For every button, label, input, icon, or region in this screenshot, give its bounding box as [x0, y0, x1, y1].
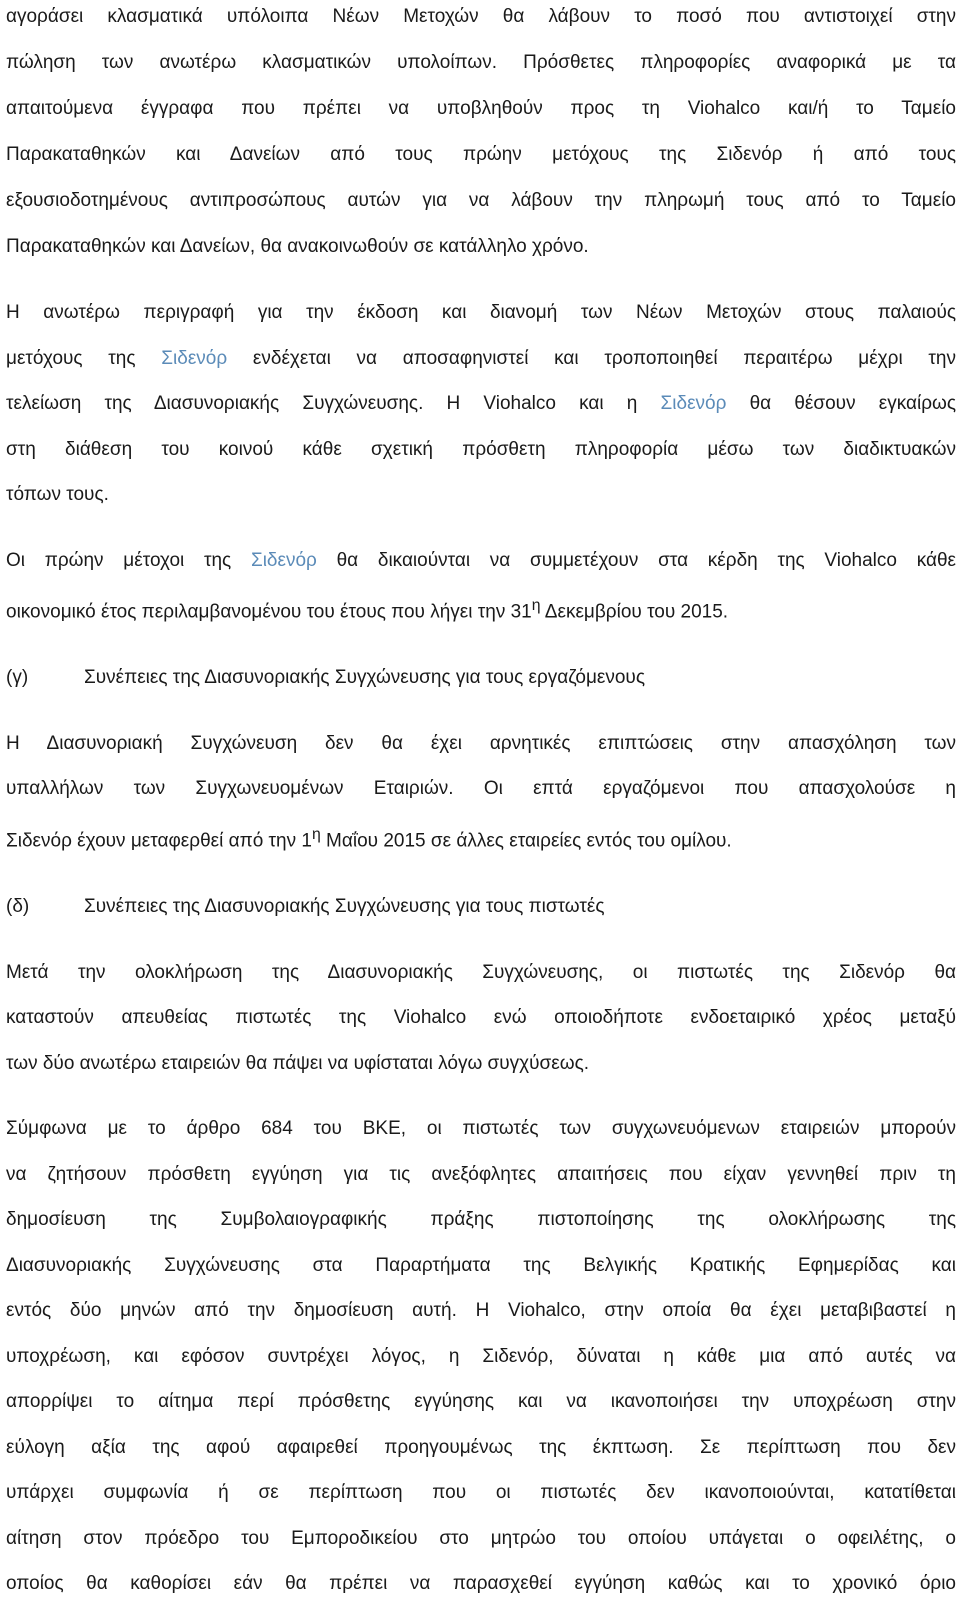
paragraph-gap [6, 930, 956, 950]
text-line: των δύο ανωτέρω εταιρειών θα πάψει να υφίσταται λόγω συγχύσεως. [6, 1052, 590, 1074]
section-title: Συνέπειες της Διασυνοριακής Συγχώνευσης για τους εργαζόμενους [84, 666, 645, 688]
document-page [6, 0, 956, 1607]
text-line: οποίος θα καθορίσει εάν θα πρέπει να παρασχεθεί εγγύηση καθώς και το χρονικό όριο [6, 1573, 956, 1595]
paragraph-fractional-remainders [6, 0, 956, 270]
company-name-highlight: Σιδενόρ [161, 347, 228, 369]
section-heading-employees [6, 655, 956, 701]
paragraph-gap [6, 270, 956, 290]
text-line: πώληση των ανωτέρω κλασματικών υπολοίπων. Πρόσθετες πληροφορίες αναφορικά με τα [6, 52, 956, 73]
text-line: τόπων τους. [6, 484, 109, 505]
text-line: Μετά την ολοκλήρωση της Διασυνοριακής Συγχώνευσης, οι πιστωτές της Σιδενόρ θα [6, 961, 956, 983]
paragraph-gap [6, 518, 956, 538]
text-line: στη διάθεση του κοινού κάθε σχετική πρόσθετη πληροφορία μέσω των διαδικτυακών [6, 438, 956, 460]
text-line: εντός δύο μηνών από την δημοσίευση αυτή. Η Viohalco, στην οποία θα έχει μεταβιβαστεί η [6, 1300, 956, 1322]
text-line: οικονομικό έτος περιλαμβανομένου του έτους που λήγει την $31^\eta$ Δεκεμβρίου του 2015. [6, 597, 729, 623]
paragraph-profit-participation [6, 538, 956, 635]
text-line: Η ανωτέρω περιγραφή για την έκδοση και διανομή των Νέων Μετοχών στους παλαιούς [6, 302, 956, 323]
company-name-highlight: Σιδενόρ [250, 549, 317, 571]
paragraph-issuance-description [6, 290, 956, 518]
section-number: (δ) [6, 895, 30, 917]
text-line: δημοσίευση της Συμβολαιογραφικής πράξης πιστοποίησης της ολοκλήρωσης της [6, 1209, 956, 1231]
paragraph-gap [6, 864, 956, 884]
paragraph-gap [6, 701, 956, 721]
text-line: υποχρέωση, και εφόσον συντρέχει λόγος, η Σιδενόρ, δύναται η κάθε μια από αυτές να [6, 1345, 956, 1367]
text-line: Παρακαταθηκών και Δανείων από τους πρώην μετόχους της Σιδενόρ ή από τους [6, 144, 956, 165]
text-line: αίτηση στον πρόεδρο του Εμποροδικείου στο μητρώο του οποίου υπάγεται ο οφειλέτης, ο [6, 1527, 956, 1549]
paragraph-employees [6, 721, 956, 864]
company-name-highlight: Σιδενόρ [660, 393, 727, 414]
text-line: καταστούν απευθείας πιστωτές της Viohalco ενώ οποιοδήποτε ενδοεταιρικό χρέος μεταξύ [6, 1007, 956, 1029]
text-line: υπαλλήλων των Συγχωνευομένων Εταιριών. Οι επτά εργαζόμενοι που απασχολούσε η [6, 778, 956, 800]
text-line: Σύμφωνα με το άρθρο 684 του ΒΚΕ, οι πιστωτές των συγχωνευόμενων εταιρειών μπορούν [6, 1118, 956, 1140]
paragraph-gap [6, 635, 956, 655]
text-line: εύλογη αξία της αφού αφαιρεθεί προηγουμένως της έκπτωση. Σε περίπτωση που δεν [6, 1436, 956, 1458]
paragraph-gap [6, 1086, 956, 1106]
text-line: Οι πρώην μέτοχοι της Σιδενόρ θα δικαιούνται να συμμετέχουν στα κέρδη της Viohalco κάθε [6, 549, 956, 571]
text-line: τελείωση της Διασυνοριακής Συγχώνευσης. Η Viohalco και η Σιδενόρ θα θέσουν εγκαίρως [6, 393, 956, 414]
text-line: εξουσιοδοτημένους αντιπροσώπους αυτών για να λάβουν την πληρωμή τους από το Ταμείο [6, 190, 956, 211]
text-line: αγοράσει κλασματικά υπόλοιπα Νέων Μετοχών θα λάβουν το ποσό που αντιστοιχεί στην [6, 6, 956, 27]
text-line: Διασυνοριακής Συγχώνευσης στα Παραρτήματα της Βελγικής Κρατικής Εφημερίδας και [6, 1254, 956, 1276]
text-line: μετόχους της Σιδενόρ ενδέχεται να αποσαφηνιστεί και τροποποιηθεί περαιτέρω μέχρι την [6, 347, 956, 369]
text-line: Παρακαταθηκών και Δανείων, θα ανακοινωθούν σε κατάλληλο χρόνο. [6, 236, 589, 257]
text-line: Σιδενόρ έχουν μεταφερθεί από την $1^\eta$ Μαΐου 2015 σε άλλες εταιρείες εντός του ομίλου. [6, 825, 732, 852]
section-heading-creditors [6, 884, 956, 930]
section-number: (γ) [6, 666, 29, 688]
text-line: απορρίψει το αίτημα περί πρόσθετης εγγύησης και να ικανοποιήσει την υποχρέωση στην [6, 1391, 956, 1413]
text-line: απαιτούμενα έγγραφα που πρέπει να υποβληθούν προς τη Viohalco και/ή το Ταμείο [6, 98, 956, 119]
paragraph-article-684 [6, 1106, 956, 1607]
text-line: υπάρχει συμφωνία ή σε περίπτωση που οι πιστωτές δεν ικανοποιούνται, κατατίθεται [6, 1482, 956, 1504]
text-line: Η Διασυνοριακή Συγχώνευση δεν θα έχει αρνητικές επιπτώσεις στην απασχόληση των [6, 732, 956, 754]
paragraph-creditors-transfer [6, 950, 956, 1087]
text-line: να ζητήσουν πρόσθετη εγγύηση για τις ανεξόφλητες απαιτήσεις που είχαν γεννηθεί πριν τη [6, 1163, 956, 1185]
section-title: Συνέπειες της Διασυνοριακής Συγχώνευσης για τους πιστωτές [84, 895, 605, 917]
